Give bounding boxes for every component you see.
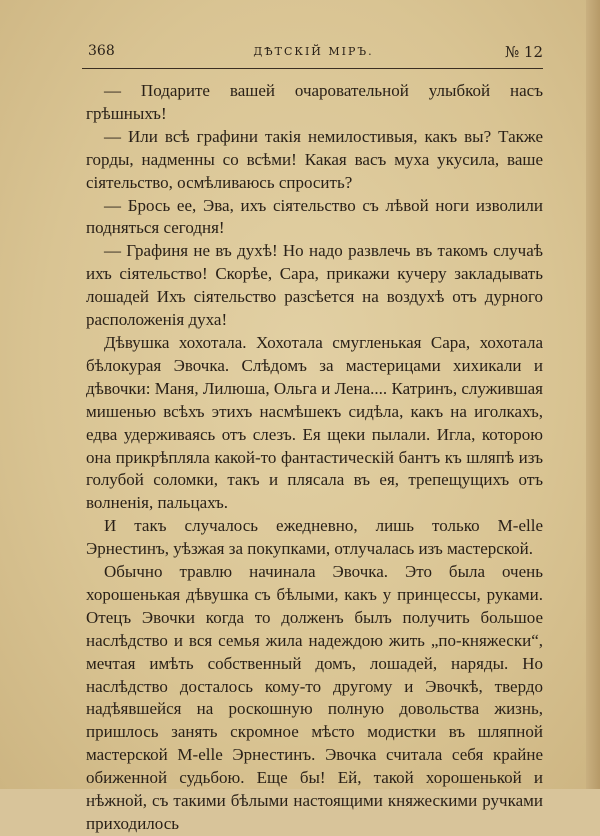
page-number: 368 xyxy=(88,43,115,59)
paragraph: — Графиня не въ духѣ! Но надо развлечь въ такомъ случаѣ ихъ сіятельство! Скорѣе, Сара, прикажи кучеру закладывать лошадей Ихъ сіятельство разсѣется на воздухѣ отъ дурного расположенія духа! xyxy=(86,241,543,330)
journal-title: ДѢТСКІЙ МІРЪ. xyxy=(253,45,374,58)
paragraph: И такъ случалось ежедневно, лишь только M-elle Эрнестинъ, уѣзжая за покупками, отлучалась изъ мастерской. xyxy=(86,516,543,559)
header-rule xyxy=(82,68,543,69)
body-text xyxy=(86,80,543,836)
paragraph: Обычно травлю начинала Эвочка. Это была очень хорошенькая дѣвушка съ бѣлыми, какъ у принцессы, руками. Отецъ Эвочки когда то долженъ былъ получить большое наслѣдство и вся семья жила надеждою жить „по-княжески“, мечтая имѣть собственный домъ, лошадей, наряды. Но наслѣдство досталось кому-то другому и Эвочкѣ, твердо надѣявшейся на роскошную полную довольства жизнь, пришлось занять скромное мѣсто модистки въ шляпной мастерской M-elle Эрнестинъ. Эвочка считала себя крайне обиженной судьбою. Еще бы! Ей, такой хорошенькой и нѣжной, съ такими бѣлыми настоящими княжескими ручками приходилось xyxy=(86,562,543,833)
paragraph: — Или всѣ графини такія немилостивыя, какъ вы? Также горды, надменны со всѣми! Какая васъ муха укусила, ваше сіятельство, осмѣливаюсь спросить? xyxy=(86,126,543,192)
paragraph: Дѣвушка хохотала. Хохотала смугленькая Сара, хохотала бѣлокурая Эвочка. Слѣдомъ за мастерицами хихикали и дѣвочки: Маня, Лилюша, Ольга и Лена.... Катринъ, служившая мишенью всѣхъ этихъ насмѣшекъ сидѣла, какъ на иголкахъ, едва удерживаясь отъ слезъ. Ея щеки пылали. Игла, которою она прикрѣпляла какой-то фантастическій бантъ къ шляпѣ изъ голубой соломки, такъ и плясала въ ея, трепещущихъ отъ волненія, пальцахъ. xyxy=(86,332,543,513)
paragraph: — Подарите вашей очаровательной улыбкой насъ грѣшныхъ! xyxy=(86,81,543,123)
issue-number: № 12 xyxy=(504,43,543,61)
paragraph: — Брось ее, Эва, ихъ сіятельство съ лѣвой ноги изволили подняться сегодня! xyxy=(86,195,543,238)
page-edge xyxy=(586,0,600,789)
running-header xyxy=(84,43,543,65)
